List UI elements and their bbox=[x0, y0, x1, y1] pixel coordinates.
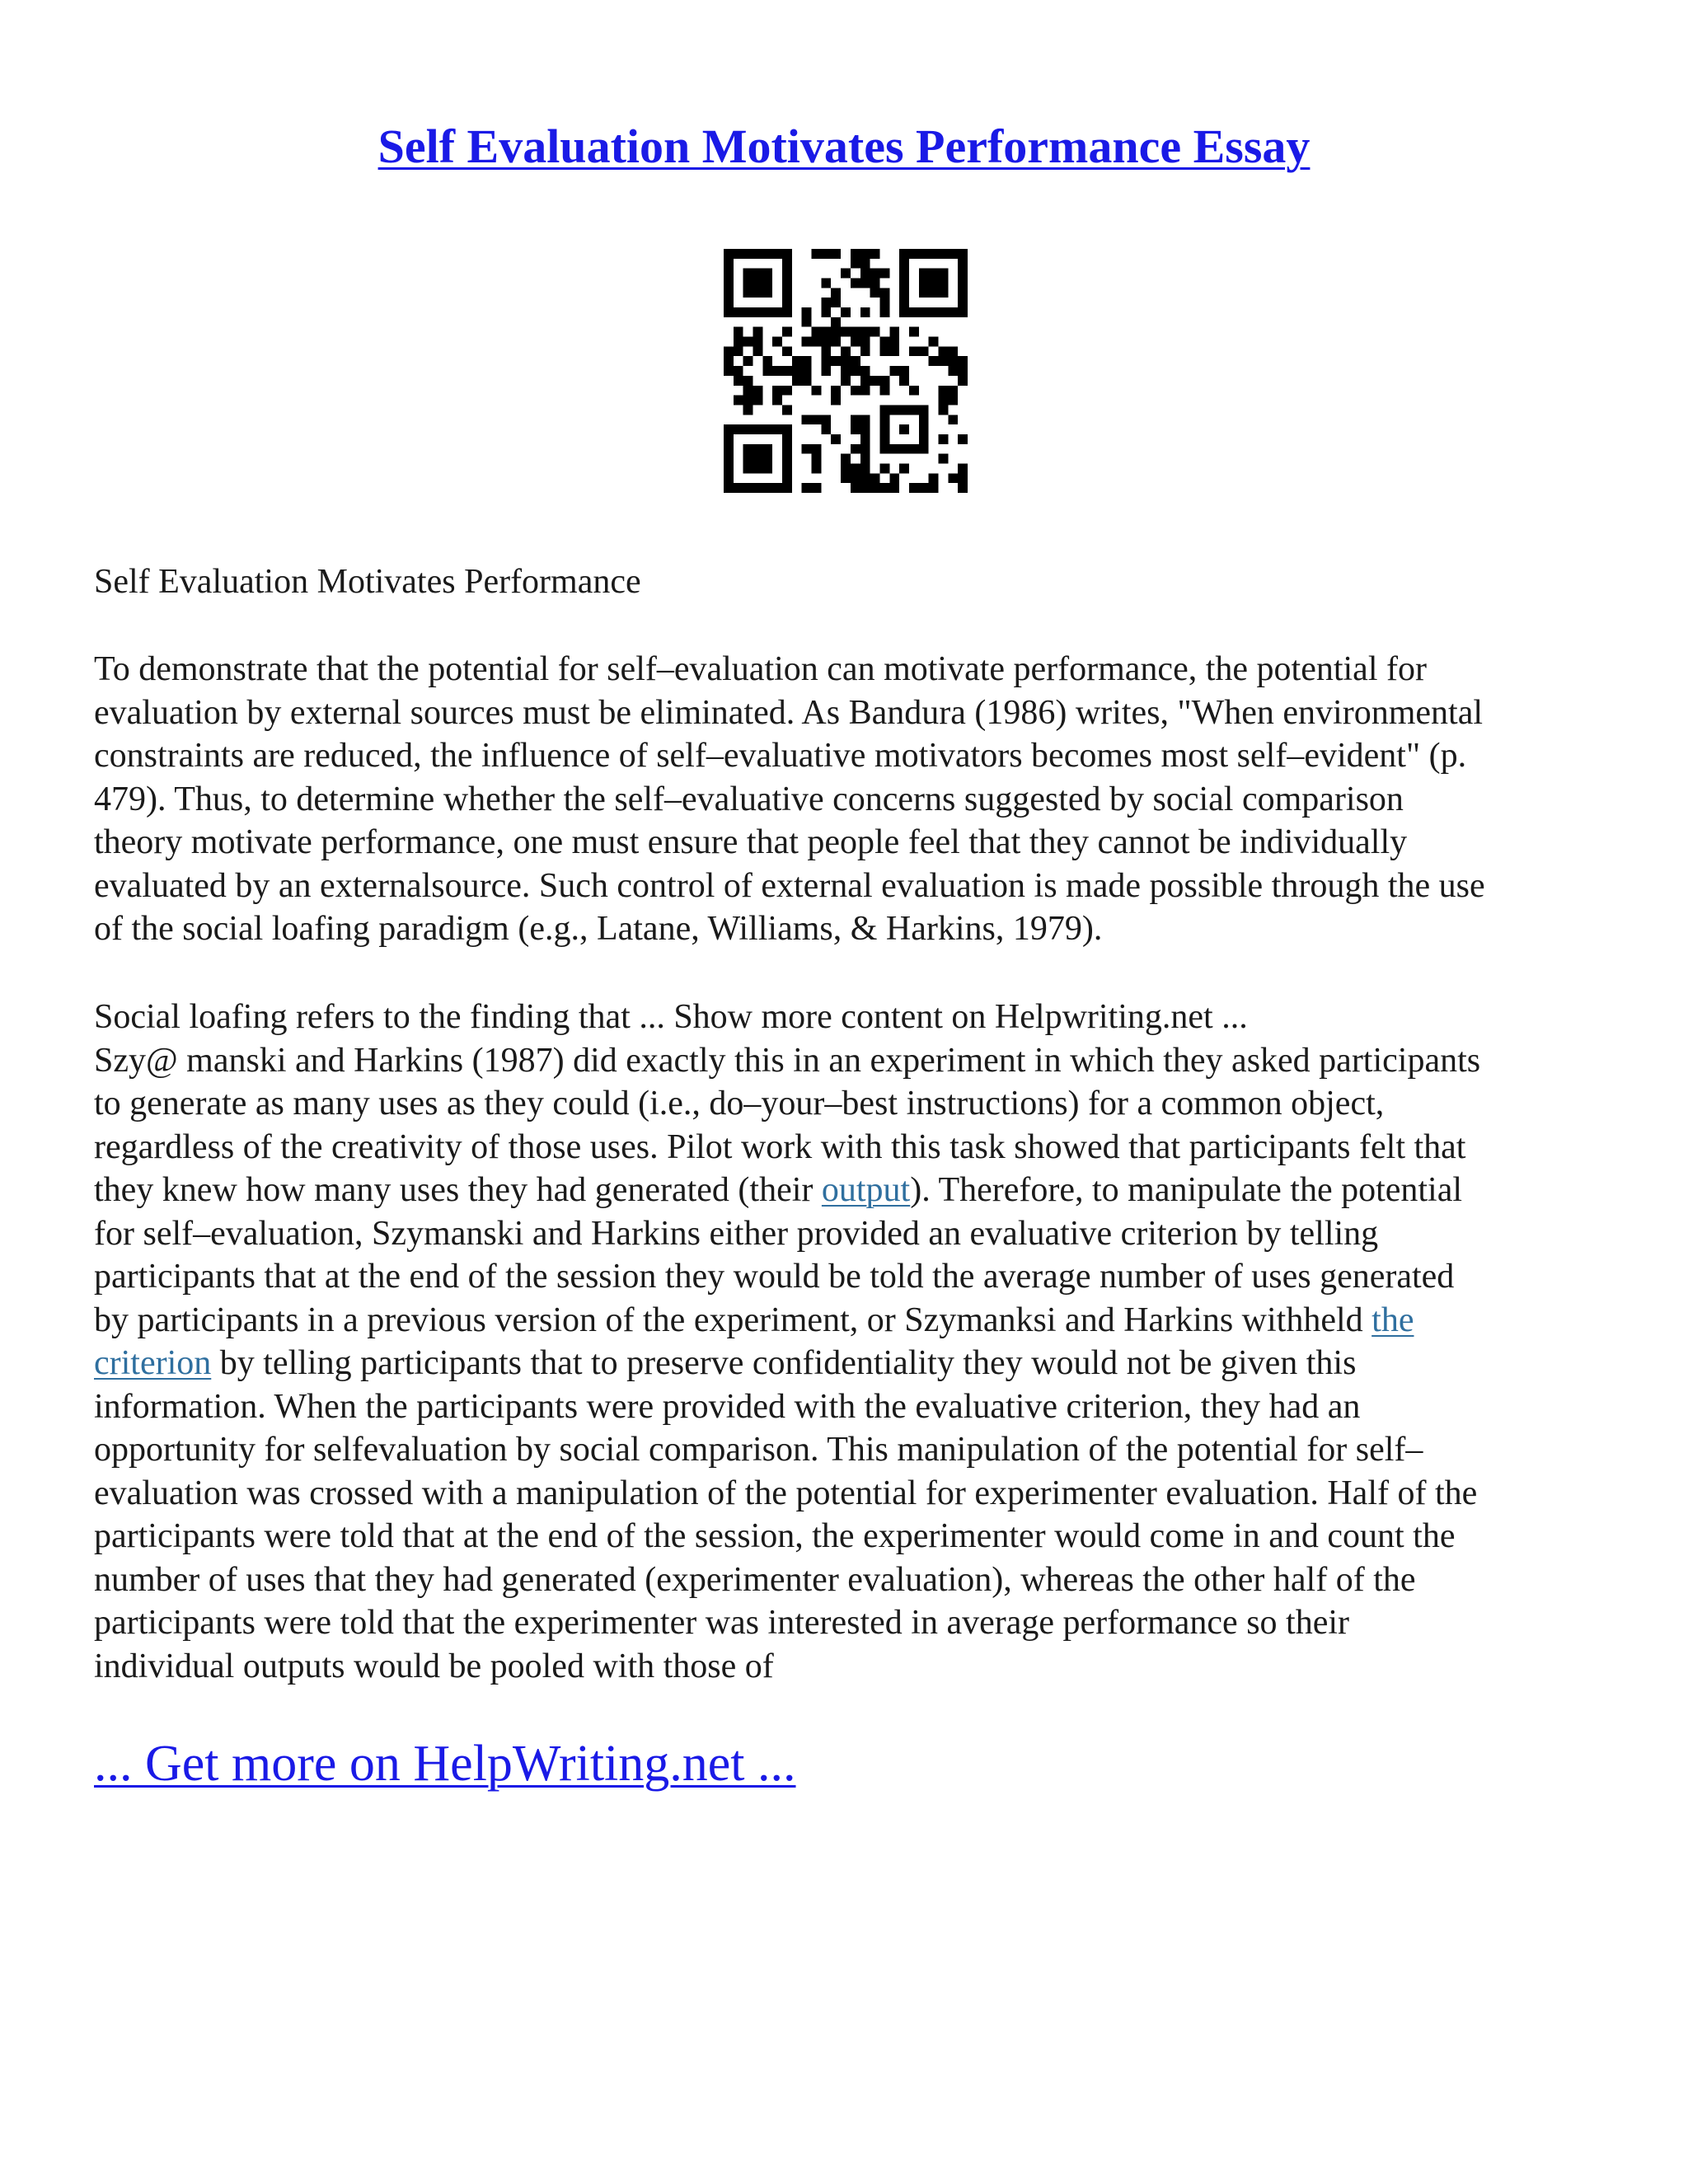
get-more-link-container bbox=[94, 1731, 796, 1797]
essay-subheading: Self Evaluation Motivates Performance bbox=[94, 563, 641, 601]
page-title bbox=[0, 114, 1688, 180]
text-fragment: ). Therefore, to manipulate the potential bbox=[910, 1171, 1463, 1209]
text-line: for self–evaluation, Szymanski and Harkins either provided an evaluative criterion by telling bbox=[94, 1214, 1379, 1253]
text-line: individual outputs would be pooled with those of bbox=[94, 1647, 774, 1685]
text-line: Social loafing refers to the finding that ... Show more content on Helpwriting.net ... bbox=[94, 998, 1248, 1036]
title-link[interactable]: Self Evaluation Motivates Performance Essay bbox=[377, 120, 1311, 173]
paragraph-2 bbox=[94, 996, 1602, 1688]
text-line: To demonstrate that the potential for self–evaluation can motivate performance, the potential for bbox=[94, 650, 1427, 688]
text-line bbox=[94, 1169, 1602, 1212]
text-line: to generate as many uses as they could (i.e., do–your–best instructions) for a common object, bbox=[94, 1085, 1385, 1122]
text-line: participants were told that the experimenter was interested in average performance so their bbox=[94, 1604, 1350, 1642]
text-fragment: by telling participants that to preserve confidentiality they would not be given this bbox=[211, 1344, 1357, 1382]
text-line: evaluation by external sources must be eliminated. As Bandura (1986) writes, "When environmental bbox=[94, 693, 1484, 732]
text-line: evaluated by an externalsource. Such control of external evaluation is made possible through the use bbox=[94, 866, 1485, 905]
text-fragment: by participants in a previous version of the experiment, or Szymanksi and Harkins withheld bbox=[94, 1301, 1372, 1339]
text-line: Szy@ manski and Harkins (1987) did exactly this in an experiment in which they asked participants bbox=[94, 1041, 1481, 1080]
qr-code bbox=[724, 249, 968, 493]
text-line: constraints are reduced, the influence of self–evaluative motivators becomes most self–evident" (p. bbox=[94, 737, 1467, 775]
text-line: participants were told that at the end of the session, the experimenter would come in and count the bbox=[94, 1517, 1456, 1555]
the-criterion-link-continued[interactable]: criterion bbox=[94, 1344, 212, 1382]
paragraph-1 bbox=[94, 648, 1602, 951]
text-fragment: they knew how many uses they had generated (their bbox=[94, 1171, 822, 1209]
output-link[interactable]: output bbox=[821, 1171, 911, 1209]
text-line: evaluation was crossed with a manipulation of the potential for experimenter evaluation. Half of the bbox=[94, 1474, 1478, 1512]
text-line: regardless of the creativity of those uses. Pilot work with this task showed that participants felt that bbox=[94, 1127, 1466, 1166]
text-line: theory motivate performance, one must ensure that people feel that they cannot be individually bbox=[94, 823, 1408, 861]
text-line: of the social loafing paradigm (e.g., Latane, Williams, & Harkins, 1979). bbox=[94, 910, 1103, 948]
qr-code-icon bbox=[724, 249, 968, 493]
get-more-link[interactable]: ... Get more on HelpWriting.net ... bbox=[94, 1736, 796, 1792]
text-line bbox=[94, 1299, 1602, 1343]
text-line: information. When the participants were provided with the evaluative criterion, they had an bbox=[94, 1387, 1361, 1426]
text-line: participants that at the end of the session they would be told the average number of uses generated bbox=[94, 1258, 1455, 1296]
text-line: 479). Thus, to determine whether the self–evaluative concerns suggested by social comparison bbox=[94, 780, 1404, 818]
text-line bbox=[94, 1342, 1602, 1385]
the-criterion-link[interactable]: the bbox=[1372, 1301, 1414, 1339]
text-line: number of uses that they had generated (experimenter evaluation), whereas the other half of the bbox=[94, 1560, 1416, 1599]
text-line: opportunity for selfevaluation by social comparison. This manipulation of the potential for self– bbox=[94, 1431, 1423, 1469]
